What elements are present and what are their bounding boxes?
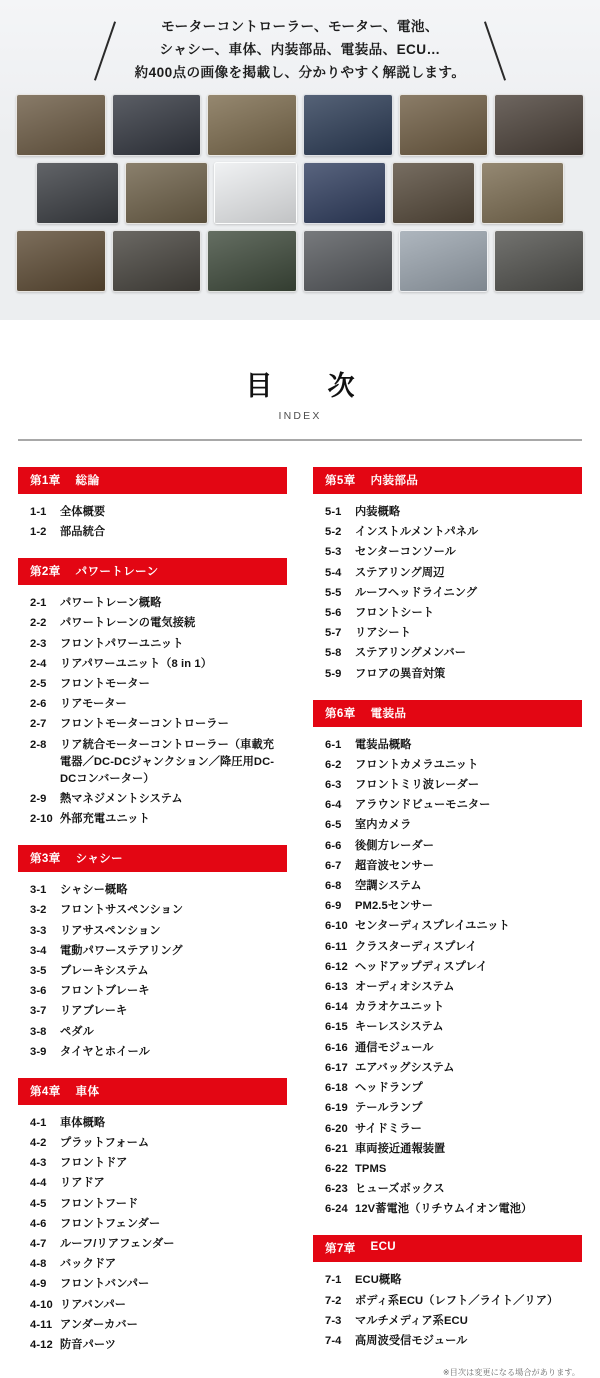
toc-item[interactable] <box>30 1276 285 1293</box>
toc-item-label: 車体概略 <box>60 1116 106 1129</box>
toc-item[interactable] <box>325 1040 580 1057</box>
toc-item[interactable] <box>325 959 580 976</box>
toc-item-label: プラットフォーム <box>60 1136 150 1149</box>
hero-line-2: シャシー、車体、内装部品、電装品、ECU… <box>159 41 441 57</box>
toc-item-label: バックドア <box>60 1258 117 1271</box>
toc-item-number: 6-5 <box>325 819 342 832</box>
toc-item[interactable] <box>30 615 285 632</box>
toc-item[interactable] <box>325 777 580 794</box>
toc-item[interactable] <box>30 1216 285 1233</box>
chapter-title: 総論 <box>75 474 100 487</box>
toc-item[interactable] <box>30 1236 285 1253</box>
toc-item-label: サイドミラー <box>355 1122 422 1135</box>
chapter-item-list <box>18 494 287 541</box>
toc-item-number: 3-5 <box>30 964 47 977</box>
toc-item[interactable] <box>30 1135 285 1152</box>
toc-item-label: フロントフェンダー <box>60 1217 161 1230</box>
chapter-number: 第4章 <box>30 1084 61 1098</box>
toc-item-number: 6-6 <box>325 839 342 852</box>
toc-item-number: 1-1 <box>30 506 47 518</box>
toc-item[interactable] <box>30 791 285 808</box>
toc-item-number: 2-8 <box>30 738 47 751</box>
toc-item-number: 6-17 <box>325 1061 348 1074</box>
toc-item-label: 部品統合 <box>60 526 106 539</box>
toc-item-number: 2-7 <box>30 718 47 731</box>
chapter-title: 電装品 <box>370 706 407 720</box>
toc-item-number: 6-8 <box>325 880 342 893</box>
toc-item-number: 3-8 <box>30 1025 47 1038</box>
toc-item-number: 6-3 <box>325 779 342 792</box>
toc-item[interactable] <box>325 1272 580 1289</box>
toc-item-label: ブレーキシステム <box>60 964 149 977</box>
chapter-number: 第5章 <box>325 474 356 487</box>
toc-item-label: マルチメディア系ECU <box>355 1314 468 1327</box>
toc-item-label: フロントドア <box>60 1157 128 1170</box>
gallery-photo <box>207 230 297 292</box>
toc-item[interactable] <box>30 1297 285 1314</box>
chapter-title: パワートレーン <box>75 565 159 579</box>
toc-item[interactable] <box>30 811 285 828</box>
toc-item-number: 6-4 <box>325 799 342 812</box>
toc-item-label: フロントバンパー <box>60 1278 150 1291</box>
toc-item-number: 3-4 <box>30 944 47 957</box>
chapter-header[interactable] <box>18 467 287 494</box>
toc-item-number: 7-3 <box>325 1314 342 1327</box>
toc-item-label: フロントシート <box>355 607 435 620</box>
toc-item-number: 4-9 <box>30 1278 47 1291</box>
toc-item-number: 5-6 <box>325 607 342 620</box>
chapter-header[interactable] <box>313 1235 582 1262</box>
chapter-item-list <box>313 1262 582 1350</box>
toc-item-label: 外部充電ユニット <box>60 813 150 826</box>
toc-item-number: 6-15 <box>325 1021 348 1034</box>
toc-item-number: 2-6 <box>30 698 47 711</box>
toc-item-label: リアブレーキ <box>60 1005 128 1018</box>
chapter-item-list <box>313 494 582 683</box>
toc-item-label: PM2.5センサー <box>355 900 433 913</box>
toc-item-number: 3-6 <box>30 985 47 998</box>
toc-item-number: 5-1 <box>325 506 342 518</box>
toc-item[interactable] <box>30 1196 285 1213</box>
toc-item-label: 電動パワーステアリング <box>60 944 183 957</box>
toc-item-label: ルーフヘッドライニング <box>355 586 478 599</box>
toc-item-number: 5-7 <box>325 627 342 640</box>
toc-item-number: 4-4 <box>30 1177 47 1190</box>
toc-item-label: リアドア <box>60 1177 105 1190</box>
chapter-block <box>18 558 287 828</box>
toc-item-number: 3-9 <box>30 1045 47 1058</box>
index-header <box>0 320 600 422</box>
gallery-photo <box>494 94 584 156</box>
toc-item-number: 4-2 <box>30 1136 47 1149</box>
chapter-number: 第6章 <box>325 706 356 720</box>
toc-item-number: 6-22 <box>325 1162 348 1175</box>
toc-item-number: 4-6 <box>30 1217 47 1230</box>
toc-item-label: リア統合モーターコントローラー（車載充電器／DC-DCジャンクション／降圧用DC-DCコンバーター） <box>60 738 275 785</box>
toc-item[interactable] <box>325 1181 580 1198</box>
gallery-photo <box>494 230 584 292</box>
toc-item[interactable] <box>325 504 580 521</box>
toc-item-label: フロアの異音対策 <box>355 667 446 680</box>
toc-item-number: 2-2 <box>30 617 47 630</box>
gallery-photo <box>303 94 393 156</box>
chapter-item-list <box>18 585 287 828</box>
toc-item[interactable] <box>30 1317 285 1334</box>
toc-item-label: 室内カメラ <box>355 819 412 832</box>
toc-item-number: 5-8 <box>325 647 342 660</box>
toc-item[interactable] <box>325 999 580 1016</box>
toc-item-number: 6-24 <box>325 1203 348 1216</box>
gallery-photo <box>303 230 393 292</box>
toc-item-label: 後側方レーダー <box>355 839 435 852</box>
toc-item[interactable] <box>325 757 580 774</box>
toc-item-label: ルーフ/リアフェンダー <box>60 1237 175 1250</box>
toc-item[interactable] <box>325 737 580 754</box>
toc-item-number: 2-9 <box>30 792 47 805</box>
toc-item[interactable] <box>325 979 580 996</box>
toc-item-number: 4-1 <box>30 1116 47 1129</box>
toc-item[interactable] <box>30 1115 285 1132</box>
hero-line-3: 約400点の画像を掲載し、分かりやすく解説します。 <box>134 65 466 80</box>
toc-item-label: ヒューズボックス <box>355 1183 445 1196</box>
toc-item[interactable] <box>30 1337 285 1354</box>
toc-item-label: 内装概略 <box>355 506 401 518</box>
toc-item[interactable] <box>30 882 285 899</box>
toc-item-number: 4-5 <box>30 1197 47 1210</box>
toc-item-number: 2-4 <box>30 657 47 670</box>
toc-item-number: 6-2 <box>325 758 342 771</box>
gallery-row <box>16 162 584 224</box>
toc-item-label: センターディスプレイユニット <box>355 920 510 933</box>
chapter-number: 第3章 <box>30 852 61 866</box>
toc-item[interactable] <box>30 1175 285 1192</box>
toc-item[interactable] <box>325 605 580 622</box>
gallery-photo <box>112 230 202 292</box>
chapter-block <box>18 845 287 1061</box>
toc-item-label: フロントモーターコントローラー <box>60 718 229 731</box>
toc-item-number: 4-7 <box>30 1237 47 1250</box>
toc-item-number: 3-2 <box>30 904 47 917</box>
toc-item-number: 4-10 <box>30 1298 53 1311</box>
toc-item-number: 7-1 <box>325 1274 342 1287</box>
toc-item-number: 6-1 <box>325 738 342 751</box>
toc-item-label: クラスターディスプレイ <box>355 940 477 953</box>
toc-item-label: 超音波センサー <box>355 859 435 872</box>
toc-item[interactable] <box>30 902 285 919</box>
toc-item-label: リアサスペンション <box>60 924 161 937</box>
chapter-block <box>18 1078 287 1354</box>
chapter-block <box>18 467 287 541</box>
toc-item[interactable] <box>325 858 580 875</box>
toc-item[interactable] <box>325 1141 580 1158</box>
chapter-header[interactable] <box>313 700 582 727</box>
toc-item[interactable] <box>325 1161 580 1178</box>
toc-item-label: アンダーカバー <box>60 1318 138 1331</box>
chapter-title: ECU <box>370 1240 396 1254</box>
toc-item-label: エアバッグシステム <box>355 1061 455 1074</box>
toc-item-label: リアパワーユニット（8 in 1） <box>60 657 213 670</box>
toc-item-number: 6-20 <box>325 1122 348 1135</box>
toc-item-label: フロントミリ波レーダー <box>355 779 480 792</box>
gallery-photo <box>125 162 208 224</box>
toc-item[interactable] <box>325 1121 580 1138</box>
hero-headline <box>0 14 600 86</box>
gallery-photo <box>16 230 106 292</box>
toc-item-number: 2-3 <box>30 637 47 650</box>
chapter-item-list <box>313 727 582 1219</box>
toc-item[interactable] <box>325 625 580 642</box>
toc-item[interactable] <box>325 898 580 915</box>
toc-item-label: アラウンドビューモニター <box>355 799 491 812</box>
toc-item-label: キーレスシステム <box>355 1021 444 1034</box>
toc-item[interactable] <box>30 923 285 940</box>
toc-item-number: 6-16 <box>325 1041 348 1054</box>
toc-item-number: 5-4 <box>325 566 342 579</box>
toc-item-number: 4-12 <box>30 1338 53 1351</box>
toc-item-label: フロントカメラユニット <box>355 758 479 771</box>
chapter-title: 車体 <box>75 1084 100 1098</box>
toc-item-label: 電装品概略 <box>355 738 412 751</box>
toc-item-label: 高周波受信モジュール <box>355 1334 468 1347</box>
toc-item[interactable] <box>325 645 580 662</box>
toc-item-number: 5-3 <box>325 546 342 559</box>
gallery-photo <box>214 162 297 224</box>
hero-line-1: モーターコントローラー、モーター、電池、 <box>161 18 439 34</box>
toc-item[interactable] <box>325 1019 580 1036</box>
toc-item[interactable] <box>30 1003 285 1020</box>
toc-item-label: リアバンパー <box>60 1298 127 1311</box>
toc-item[interactable] <box>325 797 580 814</box>
toc-item[interactable] <box>325 1293 580 1310</box>
toc-item-label: 12V蓄電池（リチウムイオン電池） <box>355 1203 533 1216</box>
gallery-row <box>16 94 584 156</box>
gallery-photo <box>207 94 297 156</box>
toc-item-number: 3-3 <box>30 924 47 937</box>
chapter-number: 第1章 <box>30 474 61 487</box>
toc-item[interactable] <box>325 1100 580 1117</box>
toc-item[interactable] <box>30 676 285 693</box>
toc-item[interactable] <box>30 1024 285 1041</box>
decorative-slash-right-icon <box>484 21 506 80</box>
toc-item-number: 3-1 <box>30 884 47 897</box>
toc-item[interactable] <box>30 943 285 960</box>
toc-item-label: センターコンソール <box>355 546 456 559</box>
toc-item-label: 熱マネジメントシステム <box>60 792 183 805</box>
toc-item-number: 4-8 <box>30 1258 47 1271</box>
toc-item-label: 通信モジュール <box>355 1041 434 1054</box>
chapter-number: 第7章 <box>325 1242 356 1256</box>
toc-item[interactable] <box>325 918 580 935</box>
gallery-photo <box>392 162 475 224</box>
toc-item-number: 4-11 <box>30 1318 53 1331</box>
toc-item[interactable] <box>325 1313 580 1330</box>
chapter-block <box>313 467 582 683</box>
toc-item-label: ECU概略 <box>355 1274 402 1287</box>
toc-column-left <box>18 467 287 1371</box>
toc-item-number: 5-5 <box>325 586 342 599</box>
toc-item-label: TPMS <box>355 1162 387 1175</box>
toc-item-label: 防音パーツ <box>60 1338 116 1351</box>
toc-item-number: 6-19 <box>325 1102 348 1115</box>
toc-item-number: 1-2 <box>30 526 47 539</box>
toc-item[interactable] <box>325 666 580 683</box>
toc-item-label: 全体概要 <box>60 506 106 518</box>
toc-item-label: テールランプ <box>355 1102 423 1115</box>
toc-item[interactable] <box>30 963 285 980</box>
toc-item-number: 6-12 <box>325 960 348 973</box>
chapter-item-list <box>18 1105 287 1354</box>
gallery-photo <box>481 162 564 224</box>
toc-item[interactable] <box>325 1201 580 1218</box>
chapter-block <box>313 700 582 1219</box>
toc-item-label: フロントフード <box>60 1197 139 1210</box>
toc-item-number: 6-14 <box>325 1001 348 1014</box>
toc-item-number: 2-5 <box>30 678 47 691</box>
toc-item-label: ペダル <box>60 1025 94 1038</box>
toc-item-number: 2-10 <box>30 813 53 826</box>
toc-item[interactable] <box>30 737 285 788</box>
toc-item[interactable] <box>325 817 580 834</box>
page-title: 目 次 <box>245 371 369 401</box>
toc-item-label: インストルメントパネル <box>355 526 479 539</box>
toc-item-label: パワートレーンの電気接続 <box>60 617 196 630</box>
toc-item-label: ヘッドアップディスプレイ <box>355 960 488 973</box>
toc-item-number: 5-2 <box>325 526 342 539</box>
table-of-contents <box>0 441 600 1378</box>
toc-item-number: 6-10 <box>325 920 348 933</box>
gallery-photo <box>36 162 119 224</box>
toc-item-label: 車両接近通報装置 <box>355 1142 446 1155</box>
toc-item-label: カラオケユニット <box>355 1001 445 1014</box>
toc-item[interactable] <box>30 1155 285 1172</box>
toc-item-number: 6-9 <box>325 900 342 913</box>
toc-item[interactable] <box>325 1080 580 1097</box>
toc-item[interactable] <box>30 504 285 521</box>
decorative-slash-left-icon <box>94 21 116 80</box>
toc-item-number: 3-7 <box>30 1005 47 1018</box>
toc-item-label: フロントブレーキ <box>60 985 150 998</box>
toc-item-number: 6-23 <box>325 1183 348 1196</box>
toc-item-label: ステアリング周辺 <box>355 566 445 579</box>
toc-item-label: パワートレーン概略 <box>60 597 162 610</box>
gallery-photo <box>303 162 386 224</box>
toc-item-number: 5-9 <box>325 667 342 680</box>
gallery-photo <box>112 94 202 156</box>
toc-item[interactable] <box>30 716 285 733</box>
toc-item[interactable] <box>325 838 580 855</box>
toc-item[interactable] <box>30 983 285 1000</box>
toc-item[interactable] <box>325 565 580 582</box>
footer-note: ※目次は変更になる場合があります。 <box>442 1367 580 1377</box>
toc-item[interactable] <box>30 696 285 713</box>
toc-item[interactable] <box>325 1333 580 1350</box>
chapter-header[interactable] <box>18 845 287 872</box>
toc-item[interactable] <box>325 524 580 541</box>
gallery-photo <box>16 94 106 156</box>
toc-item-number: 7-2 <box>325 1294 342 1307</box>
toc-item[interactable] <box>30 524 285 541</box>
toc-item[interactable] <box>30 1256 285 1273</box>
toc-item-label: ボディ系ECU（レフト／ライト／リア） <box>355 1294 559 1307</box>
toc-item[interactable] <box>30 636 285 653</box>
toc-item[interactable] <box>325 878 580 895</box>
toc-item-label: オーディオシステム <box>355 981 455 994</box>
hero-section <box>0 0 600 320</box>
toc-item[interactable] <box>325 544 580 561</box>
toc-column-right <box>313 467 582 1378</box>
toc-item-number: 6-7 <box>325 859 342 872</box>
toc-item-label: 空調システム <box>355 880 422 893</box>
chapter-header[interactable] <box>313 467 582 494</box>
toc-item-number: 4-3 <box>30 1157 47 1170</box>
gallery-photo <box>399 230 489 292</box>
toc-item[interactable] <box>30 1044 285 1061</box>
chapter-header[interactable] <box>18 1078 287 1105</box>
chapter-number: 第2章 <box>30 565 61 579</box>
toc-item-label: フロントサスペンション <box>60 904 184 917</box>
gallery-row <box>16 230 584 292</box>
toc-item-number: 6-21 <box>325 1142 348 1155</box>
toc-item-number: 2-1 <box>30 597 47 610</box>
toc-item-label: ステアリングメンバー <box>355 647 467 660</box>
toc-item-number: 6-18 <box>325 1082 348 1095</box>
toc-item[interactable] <box>30 656 285 673</box>
chapter-header[interactable] <box>18 558 287 585</box>
toc-item[interactable] <box>30 595 285 612</box>
toc-item[interactable] <box>325 939 580 956</box>
chapter-title: 内装部品 <box>370 474 419 487</box>
toc-item-label: フロントモーター <box>60 678 150 691</box>
toc-item-label: ヘッドランプ <box>355 1082 423 1095</box>
toc-item[interactable] <box>325 585 580 602</box>
toc-item-label: リアモーター <box>60 698 127 711</box>
toc-item-label: タイヤとホイール <box>60 1045 150 1058</box>
toc-item-number: 6-11 <box>325 940 348 953</box>
toc-item-label: リアシート <box>355 627 411 640</box>
toc-item-number: 7-4 <box>325 1334 342 1347</box>
toc-item-label: シャシー概略 <box>60 884 128 897</box>
gallery-photo <box>399 94 489 156</box>
toc-item-label: フロントパワーユニット <box>60 637 184 650</box>
photo-gallery <box>0 86 600 292</box>
page-subtitle: INDEX <box>278 410 322 422</box>
chapter-item-list <box>18 872 287 1061</box>
chapter-title: シャシー <box>75 852 123 866</box>
toc-item[interactable] <box>325 1060 580 1077</box>
toc-item-number: 6-13 <box>325 981 348 994</box>
chapter-block <box>313 1235 582 1350</box>
